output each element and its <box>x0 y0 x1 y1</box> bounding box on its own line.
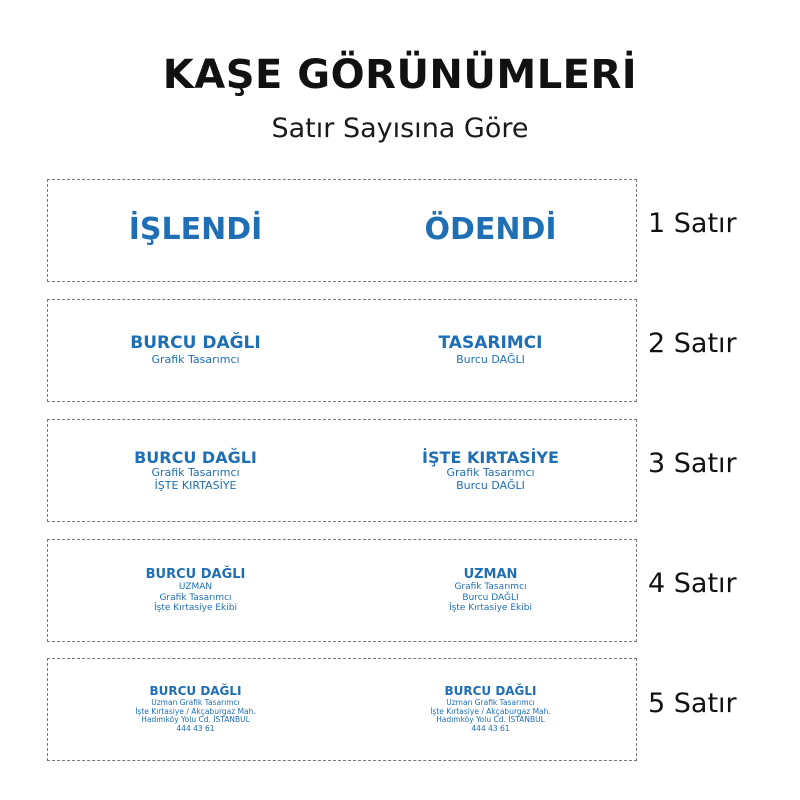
stamp-row-2 <box>47 299 637 402</box>
row-label-1: 1 Satır <box>648 208 737 239</box>
stamp-heading: TASARIMCI <box>438 333 543 354</box>
stamp-line: Burcu DAĞLI <box>456 352 525 366</box>
stamp-left <box>48 420 343 521</box>
stamp-line: İşte Kırtasiye Ekibi <box>154 603 237 614</box>
stamp-line: Grafik Tasarımcı <box>454 582 527 593</box>
row-label-4: 4 Satır <box>648 568 737 599</box>
stamp-heading: BURCU DAĞLI <box>130 333 261 354</box>
stamp-line: Grafik Tasarımcı <box>446 466 535 480</box>
stamp-line: 444 43 61 <box>176 724 215 734</box>
stamp-heading: ÖDENDİ <box>424 212 557 248</box>
stamp-right <box>343 540 638 641</box>
stamp-right <box>343 300 638 401</box>
stamp-right <box>343 420 638 521</box>
stamp-line: Grafik Tasarımcı <box>159 592 232 603</box>
stamp-line: İşte Kırtasiye / Akçaburgaz Mah. <box>135 706 256 716</box>
stamp-line: Uzman Grafik Tasarımcı <box>446 698 535 708</box>
stamp-left <box>48 540 343 641</box>
row-label-2: 2 Satır <box>648 328 737 359</box>
stamp-line: Burcu DAĞLI <box>462 592 519 603</box>
stamp-heading: BURCU DAĞLI <box>149 684 242 699</box>
stamp-line: İşte Kırtasiye / Akçaburgaz Mah. <box>430 706 551 716</box>
stamp-row-4 <box>47 539 637 642</box>
stamp-left <box>48 180 343 281</box>
stamp-heading: BURCU DAĞLI <box>134 447 257 467</box>
stamp-row-1 <box>47 179 637 282</box>
stamp-line: Hadımköy Yolu Cd. İSTANBUL <box>141 715 250 725</box>
stamp-line: Grafik Tasarımcı <box>151 466 240 480</box>
page-title: KAŞE GÖRÜNÜMLERİ <box>162 52 638 98</box>
stamp-line: 444 43 61 <box>471 724 510 734</box>
stamp-line: İşte Kırtasiye Ekibi <box>449 603 532 614</box>
stamp-right <box>343 180 638 281</box>
stamp-line: İŞTE KIRTASİYE <box>154 478 237 492</box>
stamp-line: Hadımköy Yolu Cd. İSTANBUL <box>436 715 545 725</box>
row-label-5: 5 Satır <box>648 688 737 719</box>
stamp-heading: İŞLENDİ <box>128 212 263 248</box>
stamp-row-5 <box>47 658 637 761</box>
stamp-left <box>48 300 343 401</box>
row-label-3: 3 Satır <box>648 448 737 479</box>
stamp-row-3 <box>47 419 637 522</box>
stamp-line: Uzman Grafik Tasarımcı <box>151 698 240 708</box>
page-subtitle: Satır Sayısına Göre <box>271 113 529 144</box>
stamp-heading: UZMAN <box>463 566 518 582</box>
stamp-line: Grafik Tasarımcı <box>151 352 240 366</box>
stamp-left <box>48 659 343 760</box>
stamp-right <box>343 659 638 760</box>
stamp-heading: İŞTE KIRTASİYE <box>422 447 559 467</box>
stamp-heading: BURCU DAĞLI <box>145 566 246 582</box>
stamp-line: UZMAN <box>178 582 213 593</box>
stamp-heading: BURCU DAĞLI <box>444 684 537 699</box>
stamp-line: Burcu DAĞLI <box>456 478 525 492</box>
